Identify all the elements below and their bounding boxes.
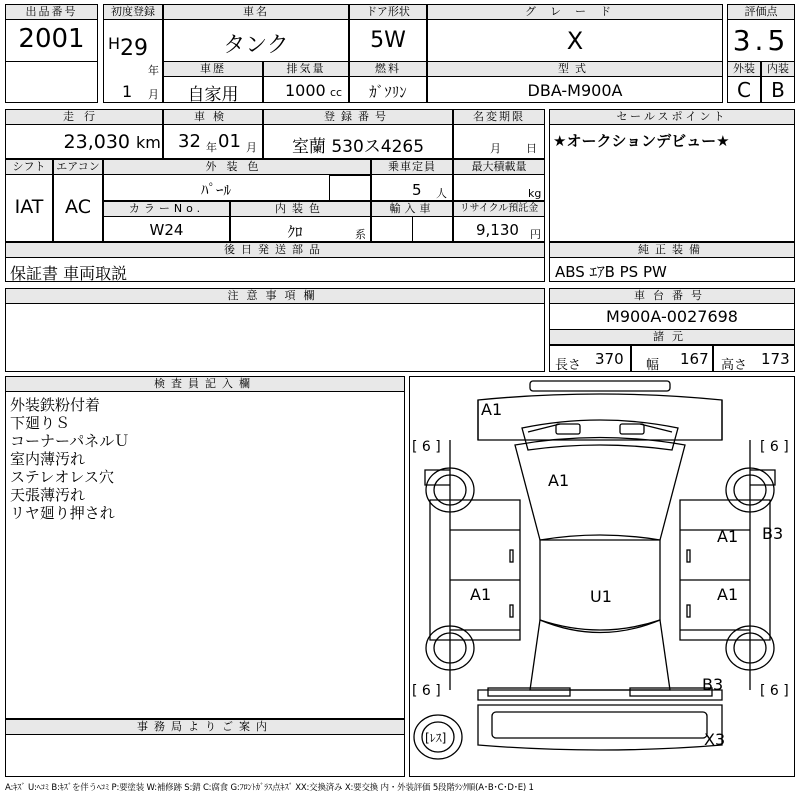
color-label: 外装色 — [103, 159, 371, 175]
lot-number: 2001 — [18, 24, 85, 54]
inspect-month-unit: 月 — [246, 141, 257, 154]
spec-hgt-label: 高さ — [721, 358, 748, 373]
regno-value: 室蘭 530ス4265 — [291, 137, 425, 157]
damage-mark: A1 — [717, 585, 739, 604]
score-value: 3.5 — [732, 24, 790, 57]
namechg-day: 日 — [526, 142, 537, 155]
chassis-value: M900A-0027698 — [606, 307, 738, 326]
reg-year-unit: 年 — [148, 64, 159, 77]
damage-mark: A1 — [548, 471, 570, 490]
tire-depth: [ 6 ] — [412, 683, 441, 699]
grade-value: X — [566, 27, 584, 55]
spec-len-label: 長さ — [555, 358, 582, 373]
parts-value: 保証書 車両取説 — [10, 264, 128, 283]
office-label: 事務局よりご案内 — [5, 719, 405, 735]
damage-mark: B3 — [702, 675, 724, 694]
spec-wid-label: 幅 — [646, 358, 660, 373]
inspect-month: 01 — [218, 131, 241, 152]
damage-mark: X3 — [704, 730, 726, 749]
damage-mark: U1 — [590, 587, 612, 606]
shift-value: IAT — [14, 196, 44, 218]
mileage-value: 23,030 — [63, 131, 130, 153]
damage-mark: A1 — [470, 585, 492, 604]
namechg-label: 名変期限 — [453, 109, 545, 125]
disp-unit: cc — [330, 86, 343, 99]
lot-label: 出品番号 — [5, 4, 98, 20]
damage-mark: B3 — [762, 524, 784, 543]
ext-value: C — [737, 78, 751, 102]
load-label: 最大積載量 — [453, 159, 545, 175]
spec-wid-value: 167 — [680, 350, 709, 368]
spec-hgt-value: 173 — [761, 350, 790, 368]
inspector-item: 外装鉄粉付着 — [10, 396, 101, 414]
inspector-label: 検査員記入欄 — [5, 376, 405, 392]
damage-mark: A1 — [717, 527, 739, 546]
history-label: 車歴 — [163, 61, 263, 77]
spec-label: 諸元 — [549, 329, 795, 345]
recycle-label: リサイクル預託金 — [453, 201, 545, 217]
namechg-month: 月 — [490, 142, 501, 155]
reg-month: 1 — [122, 82, 133, 101]
equip-value: ABS ｴｱB PS PW — [555, 263, 667, 281]
import-label: 輸入車 — [371, 201, 453, 217]
door-label: ドア形状 — [349, 4, 427, 20]
reg-month-unit: 月 — [148, 88, 159, 101]
inspector-item: 下廻りＳ — [10, 414, 71, 432]
car-label: 車名 — [163, 4, 349, 20]
recycle-unit: 円 — [530, 228, 541, 241]
seats-unit: 人 — [436, 187, 447, 200]
seats-value: 5 — [412, 181, 422, 199]
color-value: ﾊﾟｰﾙ — [200, 181, 231, 199]
reg-era: H — [108, 34, 121, 53]
sales-value: ★オークションデビュー★ — [553, 132, 730, 150]
mileage-label: 走行 — [5, 109, 163, 125]
ext-label: 外装 — [727, 61, 761, 77]
colorno-label: カラーNo. — [103, 201, 230, 217]
inspector-item: ステレオレス穴 — [10, 468, 114, 486]
seats-label: 乗車定員 — [371, 159, 453, 175]
fuel-value: ｶﾞｿﾘﾝ — [369, 83, 407, 101]
shift-label: シフト — [5, 159, 53, 175]
car-name: タンク — [223, 33, 289, 58]
int-value: B — [771, 78, 785, 102]
tire-depth: [ 6 ] — [760, 439, 789, 455]
equip-label: 純正装備 — [549, 242, 795, 258]
sales-label: セールスポイント — [549, 109, 795, 125]
inspector-item: 室内薄汚れ — [10, 450, 86, 468]
spare-tire-status: [ﾚｽ] — [425, 731, 447, 745]
score-label: 評価点 — [727, 4, 795, 20]
parts-label: 後日発送部品 — [5, 242, 545, 258]
grade-label: グレード — [427, 4, 723, 20]
inspect-label: 車検 — [163, 109, 263, 125]
inspect-year-unit: 年 — [206, 141, 217, 154]
model-value: DBA-M900A — [527, 81, 623, 100]
reg-label: 初度登録 — [103, 4, 163, 20]
tire-depth: [ 6 ] — [412, 439, 441, 455]
tire-depth: [ 6 ] — [760, 683, 789, 699]
ac-label: エアコン — [53, 159, 103, 175]
fuel-label: 燃料 — [349, 61, 427, 77]
intcolor-unit: 系 — [355, 228, 366, 241]
model-label: 型式 — [427, 61, 723, 77]
inspector-item: リヤ廻り押され — [10, 504, 115, 522]
inspector-item: 天張薄汚れ — [10, 486, 86, 504]
mileage-unit: km — [136, 133, 161, 152]
disp-value: 1000 — [285, 81, 326, 100]
history-value: 自家用 — [187, 85, 239, 105]
load-unit: kg — [528, 187, 542, 200]
disp-label: 排気量 — [263, 61, 349, 77]
notes-label: 注意事項欄 — [5, 288, 545, 304]
ac-value: AC — [65, 196, 91, 218]
intcolor-label: 内装色 — [230, 201, 371, 217]
recycle-value: 9,130 — [476, 221, 519, 239]
regno-label: 登録番号 — [263, 109, 453, 125]
colorno-value: W24 — [149, 221, 184, 239]
inspector-item: コーナーパネルＵ — [10, 432, 130, 450]
intcolor-value: ｸﾛ — [287, 223, 303, 241]
int-label: 内装 — [761, 61, 795, 77]
damage-mark: A1 — [481, 400, 503, 419]
chassis-label: 車台番号 — [549, 288, 795, 304]
door-value: 5W — [370, 28, 406, 53]
inspect-year: 32 — [178, 131, 201, 152]
reg-year: 29 — [120, 36, 148, 61]
legend: A:ｷｽﾞ U:ﾍｺﾐ B:ｷｽﾞを伴うﾍｺﾐ P:要塗装 W:補修跡 S:錆 C:腐食 G:ﾌﾛﾝﾄｶﾞﾗｽ点ｷｽﾞ XX:交換済み X:要交換 内・外装評価 5段階ﾗﾝｸ順(A･B･C･D･E) 1 — [5, 783, 534, 793]
spec-len-value: 370 — [595, 350, 624, 368]
